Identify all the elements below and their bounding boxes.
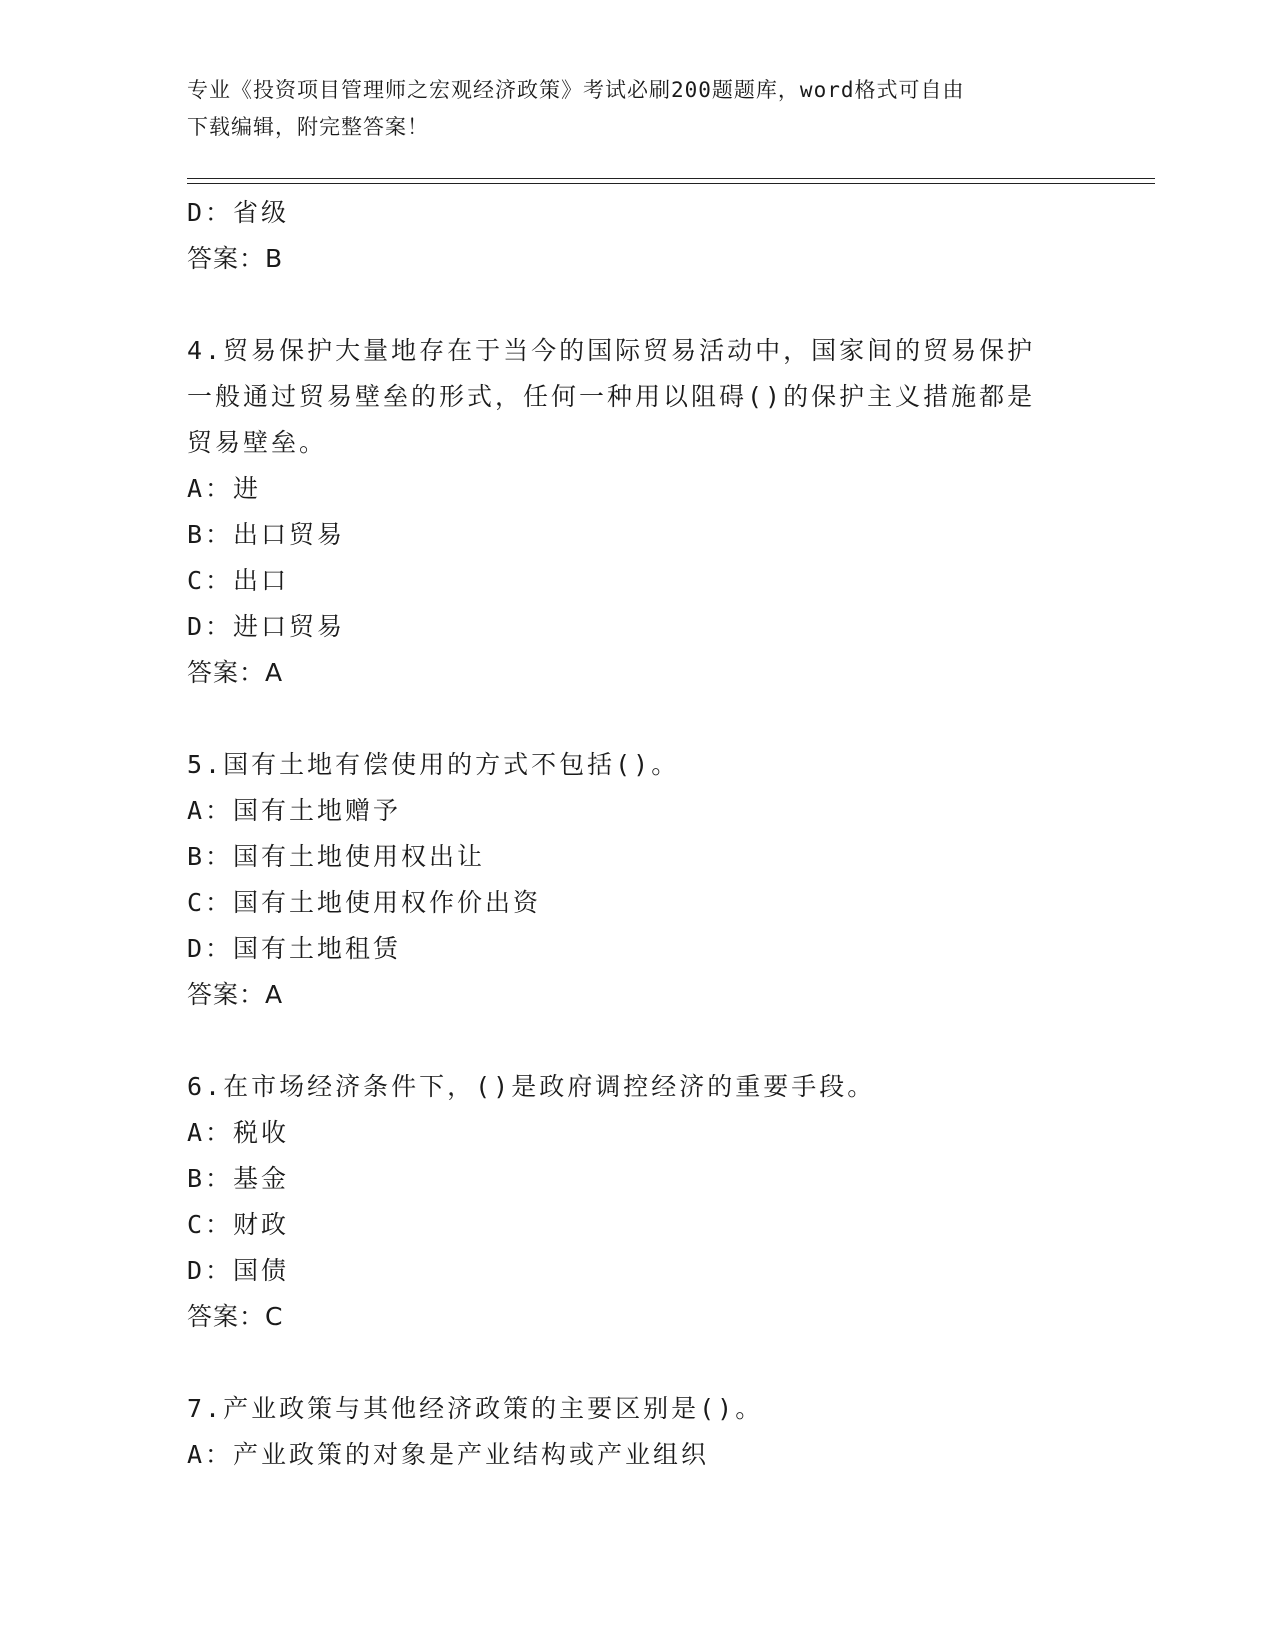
question-6 [187, 1064, 1087, 1340]
answer-line: 答案：A [187, 980, 284, 1009]
option-b: B：国有土地使用权出让 [187, 842, 486, 871]
header-line-1: 专业《投资项目管理师之宏观经济政策》考试必刷200题题库，word格式可自由 [187, 78, 965, 102]
question-stem-line: 一般通过贸易壁垒的形式，任何一种用以阻碍()的保护主义措施都是 [187, 382, 1036, 411]
question-7 [187, 1386, 1087, 1478]
header-divider-top [187, 178, 1155, 179]
header-divider-bottom [187, 183, 1155, 184]
answer-line: 答案：A [187, 658, 284, 687]
question-stem-line: 6.在市场经济条件下，()是政府调控经济的重要手段。 [187, 1072, 876, 1101]
question-stem-line: 7.产业政策与其他经济政策的主要区别是()。 [187, 1394, 764, 1423]
question-stem-line: 贸易壁垒。 [187, 428, 328, 457]
option-d: D：省级 [187, 198, 290, 227]
option-d: D：国有土地租赁 [187, 934, 402, 963]
option-c: C：国有土地使用权作价出资 [187, 888, 542, 917]
question-5 [187, 742, 1087, 1018]
option-c: C：出口 [187, 566, 290, 595]
question-stem-line: 4.贸易保护大量地存在于当今的国际贸易活动中，国家间的贸易保护 [187, 336, 1036, 365]
question-stem-line: 5.国有土地有偿使用的方式不包括()。 [187, 750, 680, 779]
header-line-2: 下载编辑，附完整答案！ [187, 115, 429, 139]
option-b: B：出口贸易 [187, 520, 346, 549]
document-header [187, 72, 1067, 146]
question-list [187, 190, 1087, 1478]
option-d: D：进口贸易 [187, 612, 346, 641]
option-a: A：产业政策的对象是产业结构或产业组织 [187, 1440, 710, 1469]
answer-line: 答案：C [187, 1302, 284, 1331]
question-4 [187, 328, 1087, 696]
option-c: C：财政 [187, 1210, 290, 1239]
option-a: A：税收 [187, 1118, 290, 1147]
option-a: A：进 [187, 474, 262, 503]
option-b: B：基金 [187, 1164, 290, 1193]
answer-line: 答案：B [187, 244, 284, 273]
option-d: D：国债 [187, 1256, 290, 1285]
option-a: A：国有土地赠予 [187, 796, 402, 825]
